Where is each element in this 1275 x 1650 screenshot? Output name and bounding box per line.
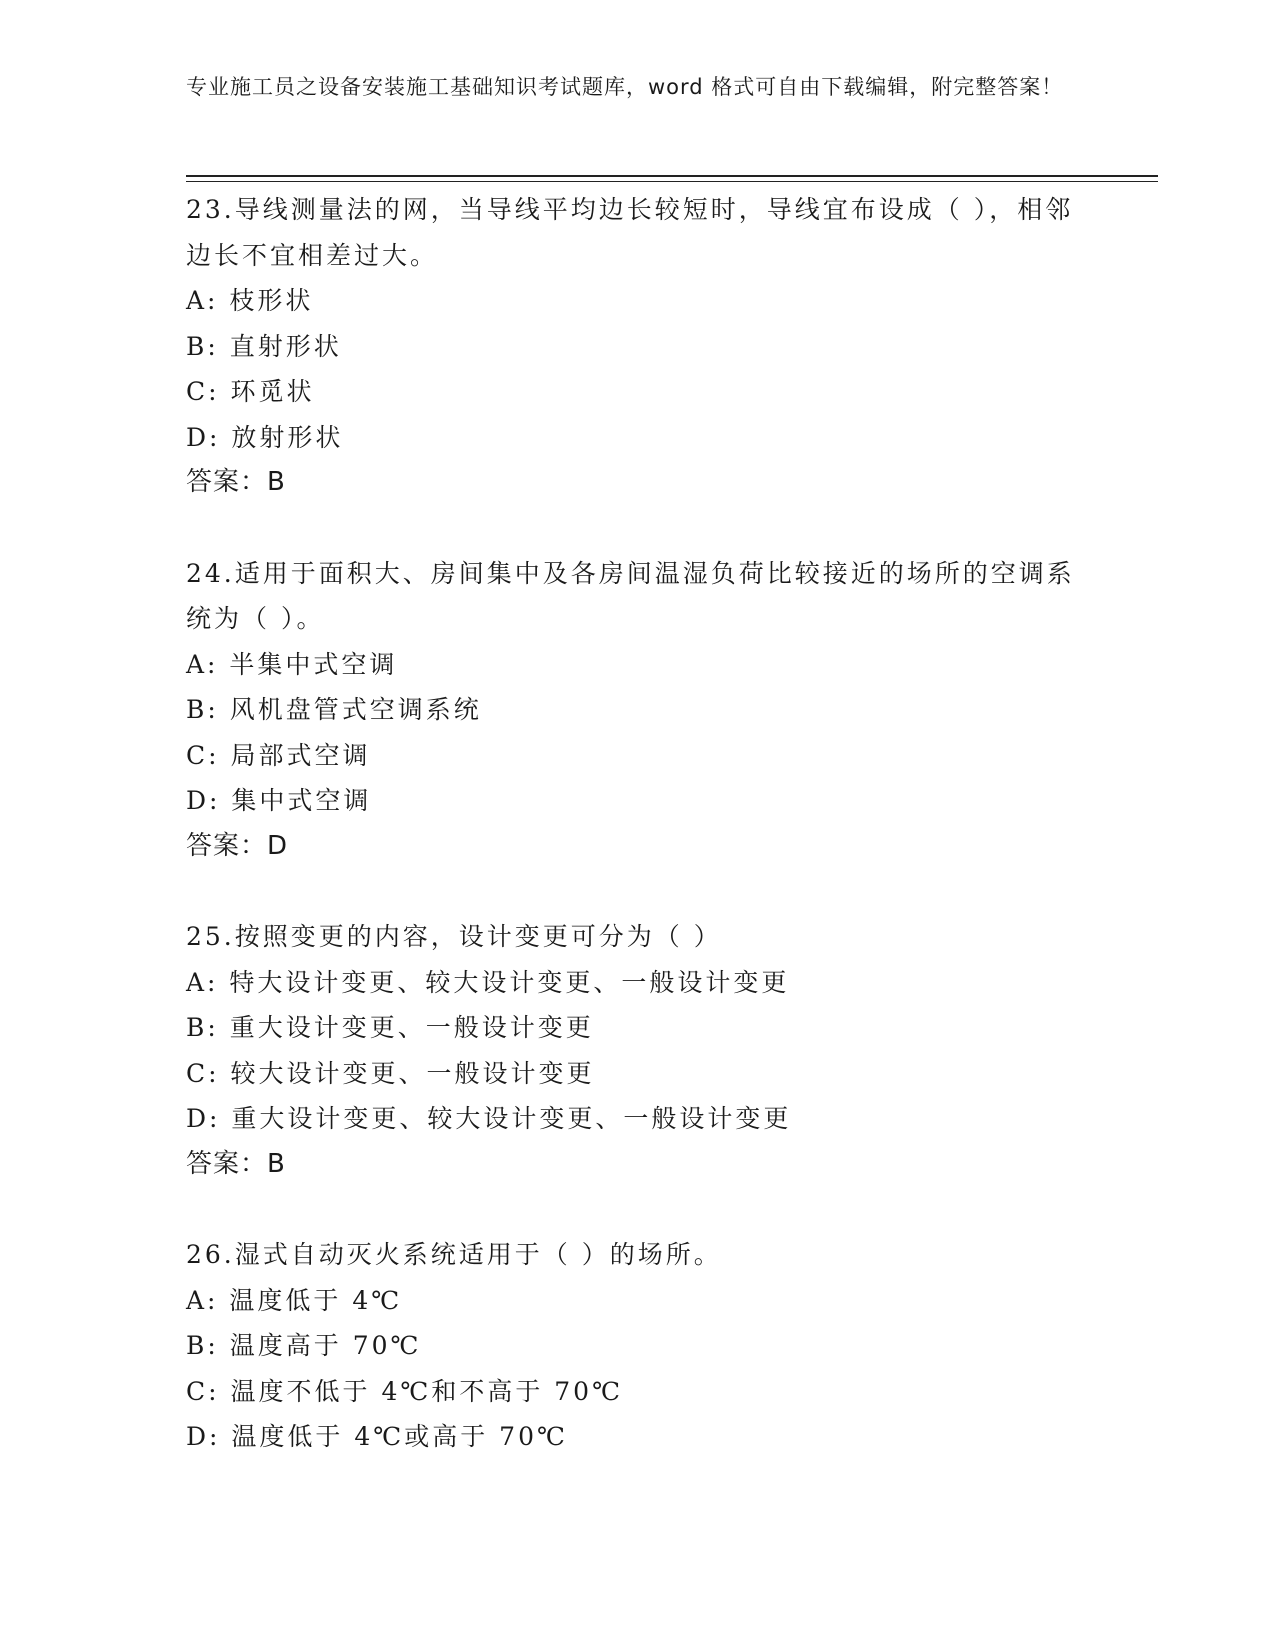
header-intro-text: 专业施工员之设备安装施工基础知识考试题库，word 格式可自由下载编辑，附完整答案！ bbox=[186, 75, 1064, 99]
option-d: D: 集中式空调 bbox=[186, 786, 372, 815]
option-d: D: 放射形状 bbox=[186, 422, 344, 452]
option-b: B: 直射形状 bbox=[186, 331, 342, 361]
question-24 bbox=[186, 551, 1146, 870]
option-c: C: 温度不低于 4℃和不高于 70℃ bbox=[186, 1376, 624, 1406]
question-stem: 25.按照变更的内容，设计变更可分为（ ） bbox=[186, 922, 722, 951]
question-stem: 26.湿式自动灭火系统适用于（ ）的场所。 bbox=[186, 1240, 722, 1269]
question-list bbox=[186, 187, 1146, 1460]
question-23 bbox=[186, 187, 1146, 506]
option-c: C: 局部式空调 bbox=[186, 740, 371, 770]
question-25 bbox=[186, 914, 1146, 1187]
question-26 bbox=[186, 1232, 1146, 1460]
option-d: D: 重大设计变更、较大设计变更、一般设计变更 bbox=[186, 1104, 792, 1133]
document-header bbox=[186, 72, 1086, 103]
answer-line: 答案：B bbox=[186, 467, 286, 497]
header-divider-thin bbox=[186, 181, 1158, 182]
option-a: A: 枝形状 bbox=[186, 286, 314, 315]
option-b: B: 温度高于 70℃ bbox=[186, 1331, 422, 1360]
option-c: C: 较大设计变更、一般设计变更 bbox=[186, 1058, 595, 1088]
option-a: A: 特大设计变更、较大设计变更、一般设计变更 bbox=[186, 967, 790, 997]
option-c: C: 环觅状 bbox=[186, 377, 315, 406]
question-stem: 23.导线测量法的网，当导线平均边长较短时，导线宜布设成（ ），相邻边长不宜相差过大。 bbox=[186, 195, 1074, 270]
option-b: B: 风机盘管式空调系统 bbox=[186, 695, 482, 724]
option-b: B: 重大设计变更、一般设计变更 bbox=[186, 1013, 594, 1042]
option-a: A: 半集中式空调 bbox=[186, 649, 398, 679]
header-divider-thick bbox=[186, 175, 1158, 177]
answer-line: 答案：D bbox=[186, 830, 289, 861]
answer-line: 答案：B bbox=[186, 1148, 286, 1179]
option-a: A: 温度低于 4℃ bbox=[186, 1285, 403, 1315]
question-stem: 24.适用于面积大、房间集中及各房间温湿负荷比较接近的场所的空调系统为（ ）。 bbox=[186, 558, 1075, 633]
option-d: D: 温度低于 4℃或高于 70℃ bbox=[186, 1422, 568, 1451]
